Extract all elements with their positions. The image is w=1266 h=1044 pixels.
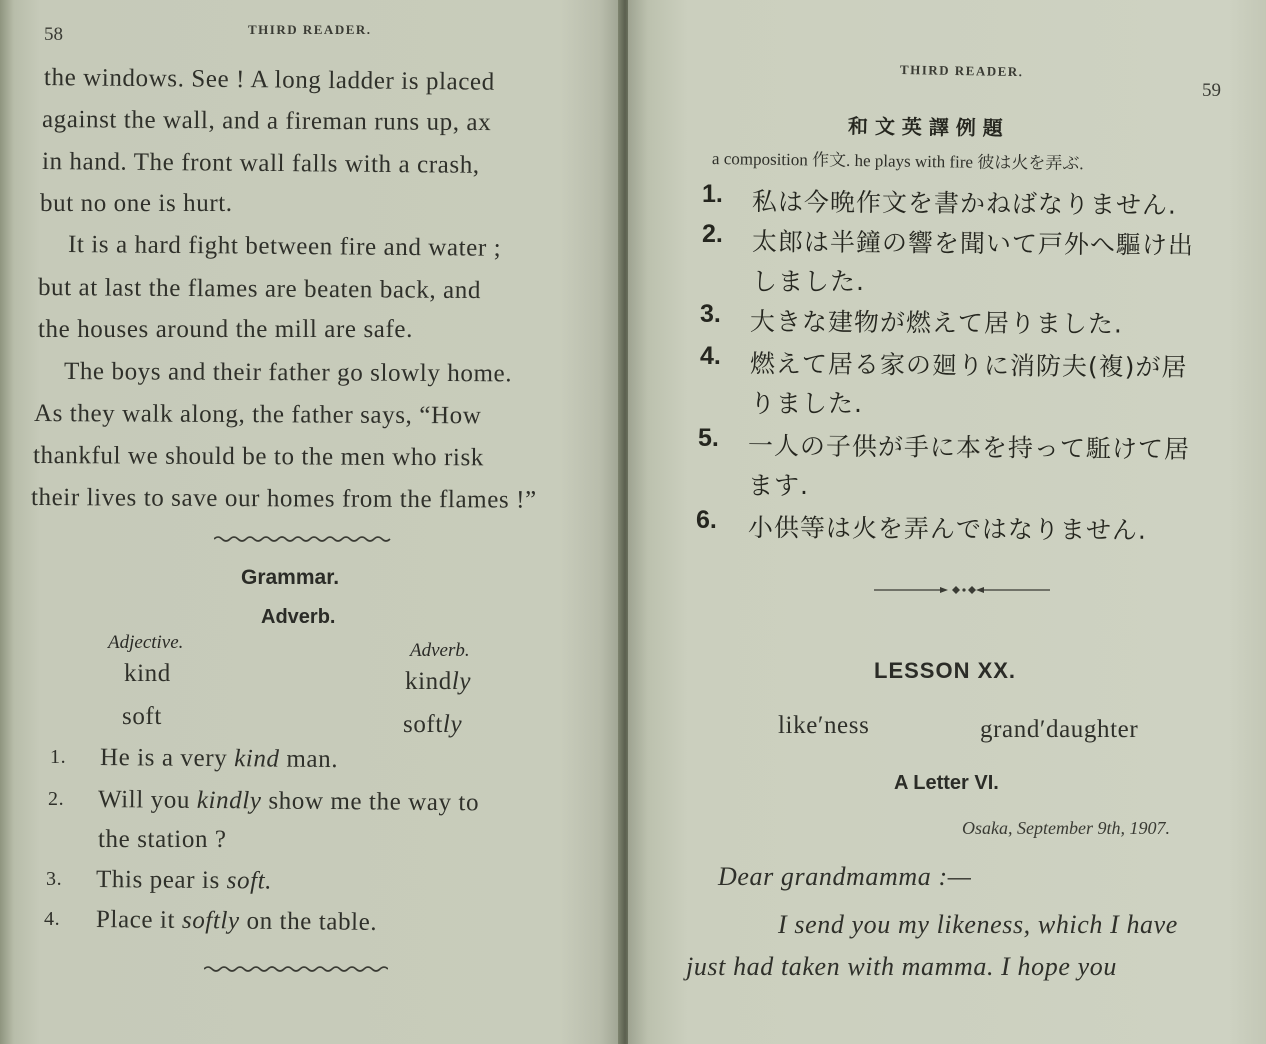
exercise-number: 3. — [700, 300, 721, 328]
exercise-line: 一人の子供が手に本を持って駈けて居 — [747, 431, 1191, 464]
example-number: 1. — [50, 746, 67, 768]
right-running-head: THIRD READER. — [899, 62, 1024, 80]
example-sentence: Place it softly on the table. — [95, 906, 378, 936]
exercise-line: ます. — [748, 471, 809, 500]
wavy-rule-ornament — [214, 534, 394, 544]
exercise-number: 2. — [702, 220, 723, 248]
exercise-line: りました. — [750, 389, 863, 418]
example-sentence: Will you kindly show me the way to — [97, 786, 480, 817]
vocab-line: a composition 作文. he plays with fire 彼は火を弄ぶ. — [711, 149, 1084, 174]
exercise-number: 5. — [698, 424, 719, 452]
adverb-word: kindly — [405, 668, 472, 695]
exercise-number: 4. — [700, 342, 721, 370]
letter-title: A Letter VI. — [894, 772, 999, 794]
text-line: but no one is hurt. — [40, 190, 233, 217]
letter-line: just had taken with mamma. I hope you — [686, 952, 1117, 981]
exercise-line: 私は今晩作文を書かねばなりません. — [751, 187, 1178, 220]
example-sentence: the station ? — [98, 826, 227, 853]
grammar-title: Grammar. — [241, 566, 340, 589]
text-line: in hand. The front wall falls with a crash, — [41, 148, 480, 179]
column-header-adverb: Adverb. — [410, 640, 470, 661]
right-page — [628, 0, 1266, 1044]
adjective-word: kind — [124, 660, 171, 687]
arrow-rule-ornament — [874, 584, 1050, 596]
text-line: the houses around the mill are safe. — [38, 316, 413, 343]
dateline: Osaka, September 9th, 1907. — [962, 818, 1170, 838]
vocab-word: grand′daughter — [980, 716, 1139, 743]
letter-line: I send you my likeness, which I have — [778, 910, 1178, 939]
exercise-number: 6. — [696, 506, 717, 534]
text-line: the windows. See ! A long ladder is placed — [43, 64, 495, 96]
right-page-number: 59 — [1202, 80, 1221, 101]
exercise-line: 小供等は火を弄んではなりません. — [747, 513, 1148, 545]
lesson-title: LESSON XX. — [874, 658, 1017, 683]
text-line: As they walk along, the father says, “How — [33, 400, 482, 430]
adjective-word: soft — [122, 703, 162, 730]
text-line: The boys and their father go slowly home. — [63, 358, 513, 388]
example-sentence: This pear is soft. — [95, 866, 273, 895]
left-page-number: 58 — [44, 24, 63, 45]
column-header-adjective: Adjective. — [108, 632, 184, 653]
wavy-rule-ornament — [204, 964, 388, 974]
text-line: It is a hard fight between fire and water ; — [67, 231, 502, 262]
exercise-line: 大きな建物が燃えて居りました. — [749, 307, 1124, 339]
exercise-number: 1. — [702, 180, 723, 208]
salutation: Dear grandmamma :— — [718, 862, 972, 891]
text-line: against the wall, and a fireman runs up, ax — [41, 106, 492, 137]
exercise-line: しました. — [752, 267, 865, 296]
example-number: 2. — [48, 788, 65, 810]
exercise-line: 燃えて居る家の廻りに消防夫(複)が居 — [749, 349, 1188, 382]
grammar-subtitle: Adverb. — [261, 606, 336, 628]
vocab-word: like′ness — [778, 712, 870, 739]
left-page — [0, 0, 622, 1044]
text-line: their lives to save our homes from the flames !” — [30, 484, 537, 514]
left-running-head: THIRD READER. — [248, 22, 372, 37]
adverb-word: softly — [403, 711, 463, 738]
example-sentence: He is a very kind man. — [99, 744, 339, 774]
example-number: 4. — [44, 908, 61, 930]
example-number: 3. — [46, 868, 63, 890]
text-line: thankful we should be to the men who risk — [32, 442, 484, 472]
exercise-line: 太郎は半鐘の響を聞いて戸外へ驅け出 — [751, 227, 1195, 260]
section-title: 和 文 英 譯 例 題 — [847, 114, 1003, 141]
text-line: but at last the flames are beaten back, and — [37, 274, 482, 305]
